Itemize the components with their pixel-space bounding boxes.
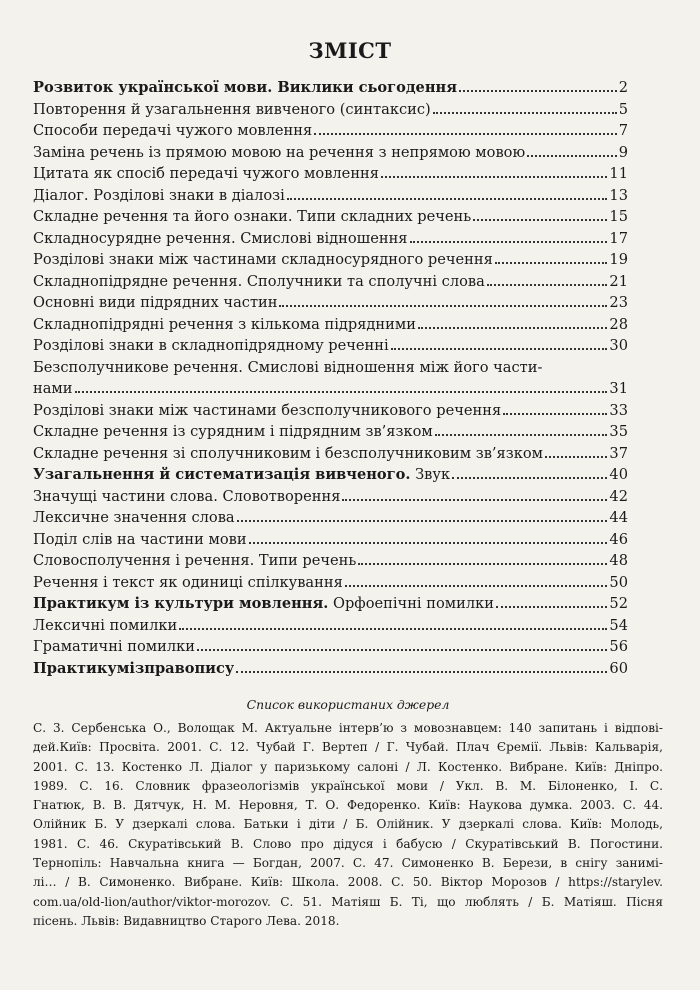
sources-line: пісень. Львів: Видавництво Старого Лева. 2018. bbox=[33, 913, 340, 928]
dot-leader bbox=[179, 628, 607, 630]
dot-leader bbox=[527, 155, 617, 157]
dot-leader bbox=[495, 262, 608, 264]
toc-page-number: 7 bbox=[618, 122, 628, 139]
toc-page-number: 11 bbox=[609, 165, 628, 182]
toc-entry-text: Лексичне значення слова bbox=[33, 509, 235, 526]
toc-entry-text: Словосполучення і речення. Типи речень bbox=[33, 552, 357, 569]
dot-leader bbox=[496, 606, 607, 608]
toc-entry-title bbox=[33, 79, 457, 96]
dot-leader bbox=[75, 391, 608, 393]
toc-entry-line bbox=[33, 359, 628, 381]
toc-entry-title bbox=[33, 402, 501, 419]
dot-leader bbox=[503, 413, 607, 415]
toc-entry-title bbox=[33, 208, 471, 225]
toc-page-number: 13 bbox=[609, 186, 628, 204]
toc-entry-title bbox=[33, 187, 285, 204]
toc-entry[interactable] bbox=[33, 144, 628, 166]
toc-page-number: 56 bbox=[609, 638, 628, 655]
toc-entry-text: Розділові знаки між частинами безсполучникового речення bbox=[33, 401, 502, 419]
toc-entry[interactable] bbox=[33, 316, 628, 338]
toc-entry[interactable] bbox=[33, 617, 628, 639]
sources-line: 1981. С. 46. Скуратівський В. Слово про дідуся і бабусю / Скуратівський В. Погостини. bbox=[33, 836, 663, 851]
toc-entry[interactable] bbox=[33, 445, 628, 467]
sources-line: Гнатюк, В. В. Дятчук, Н. М. Неровня, Т. О. Федоренко. Київ: Наукова думка. 2003. С. 44. bbox=[33, 798, 663, 813]
toc-entry[interactable] bbox=[33, 165, 628, 187]
sources-section bbox=[33, 697, 663, 931]
toc-entry-title bbox=[33, 574, 343, 591]
dot-leader bbox=[418, 327, 608, 329]
toc-page-number: 30 bbox=[609, 337, 628, 354]
toc-entry-title bbox=[33, 488, 340, 505]
toc-entry-bold: Розвиток української мови. Виклики сьогодення bbox=[33, 79, 457, 96]
sources-line: С. 3. Сербенська О., Волощак М. Актуальне інтерв’ю з мовознавцем: 140 запитань і відпові- bbox=[33, 721, 663, 735]
toc-entry-text: Орфоепічні помилки bbox=[328, 595, 494, 612]
toc-entry-text: Повторення й узагальнення вивченого (синтаксис) bbox=[33, 100, 431, 118]
toc-entry-title bbox=[33, 552, 356, 569]
toc-entry-title bbox=[33, 509, 235, 526]
dot-leader bbox=[391, 348, 608, 350]
toc-entry-text: Складносурядне речення. Смислові відношення bbox=[33, 229, 408, 247]
sources-line: 2001. С. 13. Костенко Л. Діалог у паризькому салоні / Л. Костенко. Вибране. Київ: Дніпро. bbox=[33, 759, 663, 774]
toc-entry-text: Лексичні помилки bbox=[33, 616, 178, 634]
toc-entry-title bbox=[33, 230, 408, 247]
toc-page-number: 35 bbox=[609, 423, 628, 440]
toc-entry[interactable] bbox=[33, 638, 628, 660]
toc-entry-bold: Узагальнення й систематизація вивченого. bbox=[33, 466, 411, 483]
toc-page-number: 17 bbox=[609, 229, 628, 247]
toc-entry[interactable] bbox=[33, 402, 628, 424]
toc-entry-text: Граматичні помилки bbox=[33, 638, 195, 655]
toc-page-number: 42 bbox=[609, 487, 628, 505]
toc-entry-text: Діалог. Розділові знаки в діалозі bbox=[33, 186, 285, 204]
toc-entry-bold: Практикумізправопису bbox=[33, 659, 235, 677]
toc-entry-text: Розділові знаки в складнопідрядному реченні bbox=[33, 337, 389, 354]
toc-entry-title bbox=[33, 617, 177, 634]
toc-entry[interactable] bbox=[33, 423, 628, 445]
toc-entry-text: Звук bbox=[410, 466, 451, 483]
dot-leader bbox=[236, 671, 607, 673]
toc-entry-text: Складне речення зі сполучниковим і безсполучниковим зв’язком bbox=[33, 444, 543, 462]
toc-page-number: 44 bbox=[609, 509, 628, 526]
toc-page-number: 9 bbox=[618, 143, 628, 161]
toc-entry-text: Основні види підрядних частин bbox=[33, 294, 278, 311]
toc-entry[interactable] bbox=[33, 79, 628, 101]
sources-line: дей.Київ: Просвіта. 2001. С. 12. Чубай Г. Вертеп / Г. Чубай. Плач Єремії. Львів: Кальварія, bbox=[33, 740, 663, 755]
toc-entry-title bbox=[33, 316, 416, 333]
toc-page-number: 2 bbox=[618, 79, 628, 96]
toc-entry[interactable] bbox=[33, 187, 628, 209]
toc-entry[interactable] bbox=[33, 660, 628, 682]
toc-title: ЗМІСТ bbox=[308, 38, 392, 63]
toc-entry-text: Поділ слів на частини мови bbox=[33, 530, 247, 548]
dot-leader bbox=[545, 456, 607, 458]
toc-page-number: 5 bbox=[618, 100, 628, 118]
toc-entry-text: Способи передачі чужого мовлення bbox=[33, 122, 313, 139]
dot-leader bbox=[249, 542, 608, 544]
dot-leader bbox=[342, 499, 607, 501]
toc-entry-text: Складнопідрядне речення. Сполучники та сполучні слова bbox=[33, 272, 485, 290]
sources-line: Тернопіль: Навчальна книга — Богдан, 2007. С. 47. Симоненко В. Берези, в снігу занимі- bbox=[33, 856, 663, 871]
toc-page-number: 15 bbox=[609, 208, 628, 225]
toc-entry[interactable] bbox=[33, 230, 628, 252]
toc-page-number: 37 bbox=[609, 444, 628, 462]
toc-entry-title bbox=[33, 466, 450, 483]
toc-entry-title bbox=[33, 251, 493, 268]
sources-title: Список використаних джерел bbox=[246, 697, 450, 712]
toc-entry-text: Цитата як спосіб передачі чужого мовлення bbox=[33, 165, 379, 182]
toc-entry-title bbox=[33, 445, 543, 462]
toc-page-number: 46 bbox=[609, 530, 628, 548]
sources-line: лі… / В. Симоненко. Вибране. Київ: Школа. 2008. С. 50. Віктор Морозов / https://starylev. bbox=[33, 875, 663, 890]
toc-entry-title bbox=[33, 337, 389, 354]
toc-entry-text: нами bbox=[33, 380, 73, 397]
toc-entry[interactable] bbox=[33, 101, 628, 123]
toc-entry[interactable] bbox=[33, 509, 628, 531]
toc-entry-text: Речення і текст як одиниці спілкування bbox=[33, 573, 343, 591]
toc-page-number: 60 bbox=[609, 659, 628, 677]
toc-entry-title bbox=[33, 101, 431, 118]
toc-entry-title bbox=[33, 294, 277, 311]
toc-entry-bold: Практикум із культури мовлення. bbox=[33, 595, 329, 612]
toc-entry[interactable] bbox=[33, 488, 628, 510]
toc-entry-title bbox=[33, 165, 379, 182]
toc-page-number: 40 bbox=[609, 466, 628, 483]
dot-leader bbox=[410, 241, 608, 243]
dot-leader bbox=[197, 649, 607, 651]
dot-leader bbox=[237, 520, 608, 522]
dot-leader bbox=[287, 198, 608, 200]
toc-entry-title bbox=[33, 531, 247, 548]
toc-entry-title bbox=[33, 359, 542, 376]
sources-line: Олійник Б. У дзеркалі слова. Батьки і діти / Б. Олійник. У дзеркалі слова. Київ: Молодь, bbox=[33, 817, 663, 832]
sources-line: com.ua/old-lion/author/viktor-morozov. С. 51. Матіяш Б. Ті, що люблять / Б. Матіяш. Пісня bbox=[33, 894, 663, 909]
toc-entry-text: Заміна речень із прямою мовою на речення з непрямою мовою bbox=[33, 143, 526, 161]
toc-entry-text: Розділові знаки між частинами складносурядного речення bbox=[33, 251, 493, 268]
toc-page-number: 48 bbox=[609, 552, 628, 569]
toc-entry[interactable] bbox=[33, 337, 628, 359]
dot-leader bbox=[279, 305, 607, 307]
dot-leader bbox=[433, 112, 617, 114]
toc-entry[interactable] bbox=[33, 294, 628, 316]
toc-entry-text: Складнопідрядні речення з кількома підрядними bbox=[33, 315, 416, 333]
toc-entry-title bbox=[33, 595, 494, 612]
toc-entry-text: Складне речення із сурядним і підрядним зв’язком bbox=[33, 423, 433, 440]
toc-page-number: 31 bbox=[609, 380, 628, 397]
toc-entry[interactable] bbox=[33, 359, 628, 402]
toc-entry-title bbox=[33, 122, 312, 139]
toc-entry-text: Значущі частини слова. Словотворення bbox=[33, 487, 341, 505]
dot-leader bbox=[435, 434, 608, 436]
toc-entry[interactable] bbox=[33, 595, 628, 617]
toc-page-number: 23 bbox=[609, 294, 628, 311]
dot-leader bbox=[487, 284, 608, 286]
toc-entry[interactable] bbox=[33, 251, 628, 273]
sources-text bbox=[33, 719, 663, 931]
dot-leader bbox=[314, 133, 616, 135]
toc-page-number: 52 bbox=[609, 595, 628, 612]
toc-entry[interactable] bbox=[33, 122, 628, 144]
toc-page-number: 28 bbox=[609, 315, 628, 333]
dot-leader bbox=[345, 585, 608, 587]
toc-entry-text: Безсполучникове речення. Смислові відношення між його части- bbox=[33, 358, 543, 376]
dot-leader bbox=[459, 90, 617, 92]
sources-line: 1989. С. 16. Словник фразеологізмів української мови / Укл. В. М. Білоненко, І. С. bbox=[33, 778, 663, 793]
toc-page-number: 54 bbox=[609, 616, 628, 634]
toc-entry-title bbox=[33, 423, 433, 440]
toc-entry[interactable] bbox=[33, 208, 628, 230]
toc-page-number: 21 bbox=[609, 272, 628, 290]
dot-leader bbox=[452, 477, 607, 479]
toc-entry[interactable] bbox=[33, 531, 628, 553]
toc-page-number: 50 bbox=[609, 573, 628, 591]
toc-entry[interactable] bbox=[33, 273, 628, 295]
toc-entry[interactable] bbox=[33, 552, 628, 574]
dot-leader bbox=[358, 563, 607, 565]
toc-entry[interactable] bbox=[33, 574, 628, 596]
dot-leader bbox=[381, 176, 607, 178]
toc-page-number: 33 bbox=[609, 401, 628, 419]
toc-entry-title bbox=[33, 638, 195, 655]
toc-entry-line bbox=[33, 380, 628, 402]
table-of-contents bbox=[33, 79, 628, 681]
toc-entry-title bbox=[33, 660, 234, 677]
toc-page-number: 19 bbox=[609, 251, 628, 268]
toc-entry-text: Складне речення та його ознаки. Типи складних речень bbox=[33, 208, 472, 225]
toc-entry-title bbox=[33, 273, 485, 290]
toc-entry-title bbox=[33, 144, 525, 161]
toc-entry[interactable] bbox=[33, 466, 628, 488]
dot-leader bbox=[473, 219, 607, 221]
